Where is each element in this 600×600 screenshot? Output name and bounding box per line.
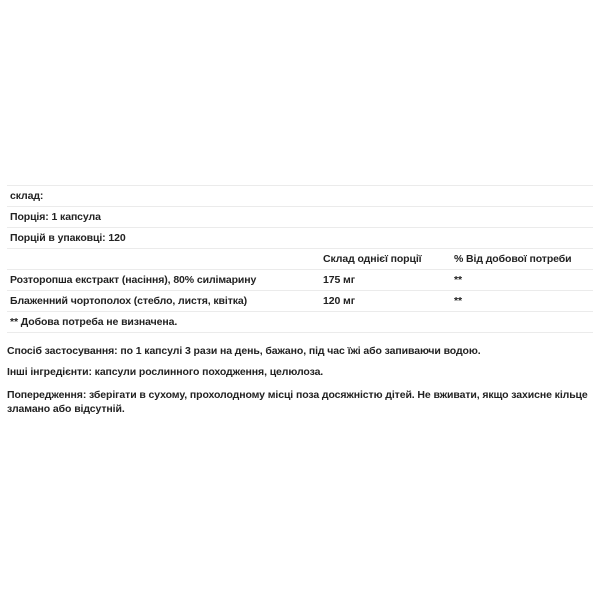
usage-instructions: Спосіб застосування: по 1 капсулі 3 рази на день, бажано, під час їжі або запиваючи водою. xyxy=(7,345,481,357)
table-row xyxy=(7,291,593,312)
footnote: ** Добова потреба не визначена. xyxy=(7,312,593,333)
ingredient-amount: 175 мг xyxy=(320,270,451,291)
warning-text: Попередження: зберігати в сухому, прохолодному місці поза досяжністю дітей. Не вживати, якщо захисне кільце зламано або відсутній. xyxy=(7,389,588,415)
servings-per-container: Порцій в упаковці: 120 xyxy=(7,228,593,249)
supplement-facts-table xyxy=(7,185,593,333)
table-row xyxy=(7,270,593,291)
ingredient-amount: 120 мг xyxy=(320,291,451,312)
serving-size: Порція: 1 капсула xyxy=(7,207,593,228)
other-ingredients: Інші інгредієнти: капсули рослинного походження, целюлоза. xyxy=(7,366,324,378)
column-header-ingredient xyxy=(7,249,320,270)
footnote-row xyxy=(7,312,593,333)
ingredient-name: Розторопша екстракт (насіння), 80% силімарину xyxy=(7,270,320,291)
column-header-daily-value: % Від добової потреби xyxy=(451,249,593,270)
facts-heading-row xyxy=(7,186,593,207)
serving-size-row xyxy=(7,207,593,228)
facts-heading: склад: xyxy=(7,186,593,207)
servings-per-container-row xyxy=(7,228,593,249)
ingredient-name: Блаженний чортополох (стебло, листя, квітка) xyxy=(7,291,320,312)
ingredient-daily-value: ** xyxy=(451,270,593,291)
column-header-amount: Склад однієї порції xyxy=(320,249,451,270)
column-header-row xyxy=(7,249,593,270)
ingredient-daily-value: ** xyxy=(451,291,593,312)
